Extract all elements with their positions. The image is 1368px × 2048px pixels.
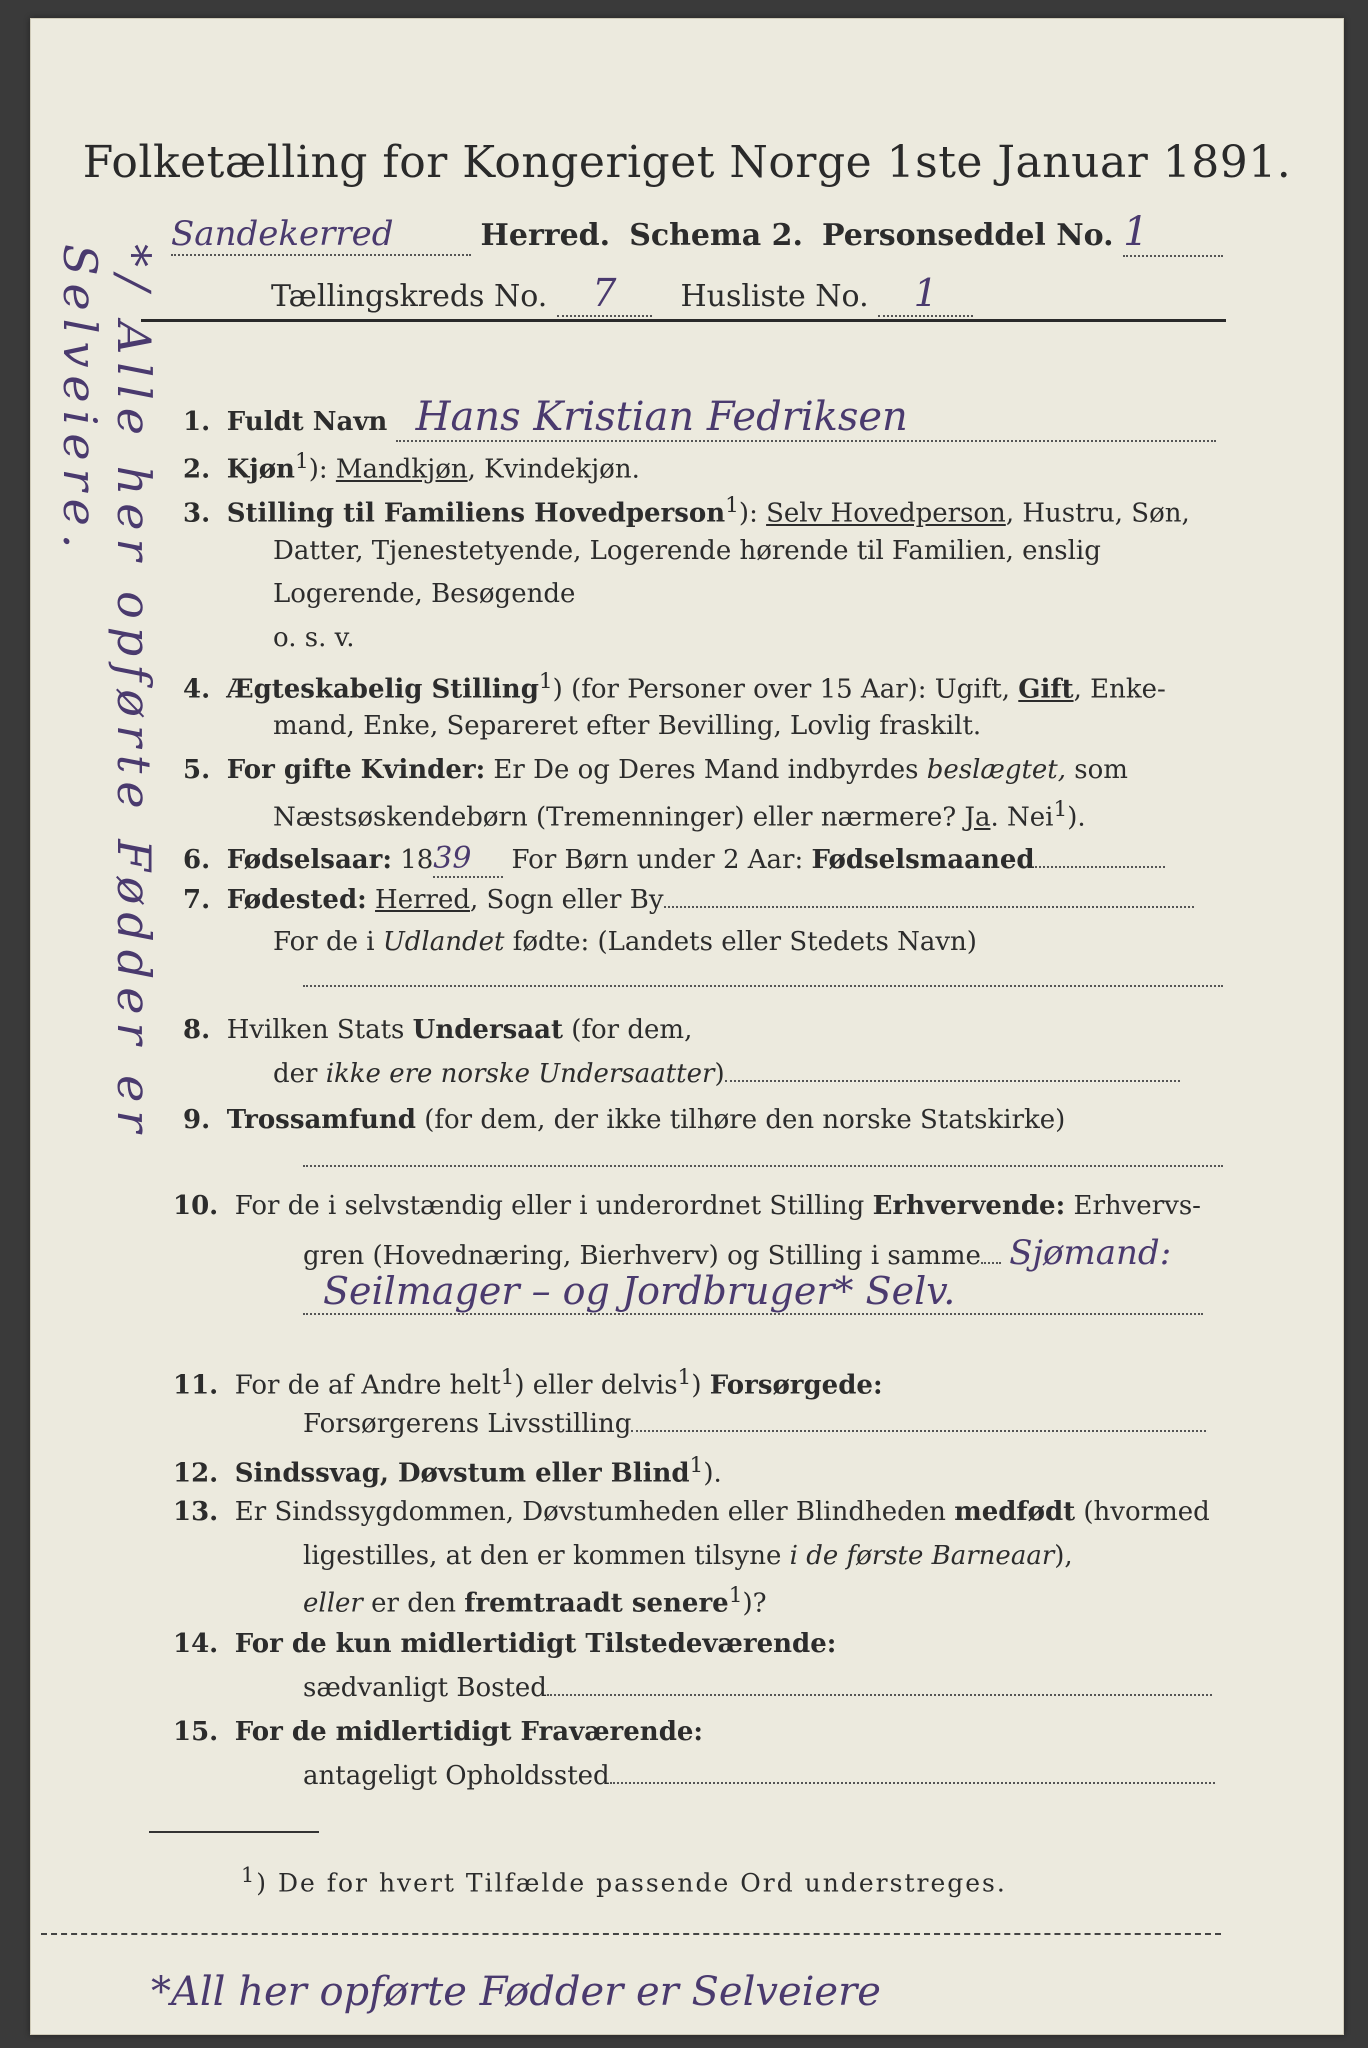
item-13-label: medfødt [954, 1497, 1076, 1527]
item-10-text-b: Erhvervs- [1065, 1191, 1201, 1221]
item-13-line2a: ligestilles, at den er kommen tilsyne [303, 1541, 790, 1571]
item-3-line3: Logerende, Besøgende [273, 579, 576, 609]
personseddel-value: 1 [1123, 209, 1223, 257]
item-10-label: Erhvervende: [872, 1191, 1066, 1221]
bottom-separator [41, 1933, 1221, 1935]
margin-note: */ Alle her opførte Fødder er Selveiere. [53, 244, 161, 1141]
item-3 [183, 493, 1190, 529]
item-15 [173, 1717, 703, 1747]
item-5-text-b: som [1066, 755, 1128, 785]
item-8-label-a: Hvilken Stats [226, 1015, 413, 1045]
item-13-line3 [303, 1583, 767, 1619]
item-6-dots [1035, 866, 1165, 868]
item-11-text-a: For de af Andre helt [234, 1370, 501, 1401]
item-14-dots [547, 1694, 1212, 1696]
item-8-ital: ikke ere norske Undersaatter [325, 1059, 715, 1089]
item-3-text-a: ): [738, 498, 767, 529]
item-1 [183, 394, 1233, 442]
item-11-sup2: 1 [677, 1365, 692, 1390]
item-10-line3 [303, 1269, 1223, 1315]
item-15-num: 15. [173, 1717, 219, 1747]
item-8-line2b: ) [714, 1059, 725, 1089]
item-13-num: 13. [173, 1497, 219, 1527]
item-2-opt-mandkjon: Mandkjøn [335, 454, 468, 485]
schema-label: Schema 2. [629, 218, 803, 253]
item-7-dots [664, 906, 1194, 908]
item-6-prefix: 18 [391, 845, 434, 875]
item-8-label: Undersaat [412, 1015, 563, 1045]
husliste-label: Husliste No. [680, 279, 869, 314]
item-5-ital: beslægtet, [926, 755, 1067, 785]
item-3-line2: Datter, Tjenestetyende, Logerende hørende til Familien, enslig [273, 536, 1101, 566]
item-13-line2b: ), [1054, 1541, 1073, 1571]
item-10-line2: gren (Hovednæring, Bierhverv) og Stilling i samme [303, 1241, 981, 1271]
item-7-line2b: fødte: (Landets eller Stedets Navn) [504, 927, 977, 957]
item-8-dots [725, 1080, 1180, 1082]
item-8-line2a: der [273, 1059, 326, 1089]
herred-line [171, 209, 1223, 257]
item-4 [183, 669, 1166, 705]
item-11-sup: 1 [500, 1365, 515, 1390]
item-11-num: 11. [173, 1370, 219, 1401]
item-11 [173, 1365, 883, 1401]
item-6-text-b: For Børn under 2 Aar: [503, 845, 812, 875]
herred-value: Sandekerred [171, 214, 471, 256]
footnote-rule [149, 1831, 319, 1833]
occupation-value-1: Sjømand: [1009, 1233, 1172, 1273]
item-3-num: 3. [183, 498, 211, 529]
item-6-num: 6. [183, 845, 211, 875]
kreds-value: 7 [557, 271, 652, 317]
item-8-line2 [273, 1059, 1180, 1089]
item-14-line2 [303, 1673, 1212, 1703]
item-5 [183, 755, 1128, 785]
item-1-num: 1. [183, 407, 211, 437]
item-2-sup: 1 [294, 449, 309, 474]
item-11-text-b: ) eller delvis [514, 1370, 678, 1401]
item-13-sup: 1 [728, 1583, 743, 1608]
item-13-ital: i de første Barneaar [789, 1541, 1055, 1571]
item-5-line2c: ). [1067, 802, 1086, 833]
item-5-label: For gifte Kvinder: [226, 755, 486, 785]
item-4-sup: 1 [538, 669, 553, 694]
item-11-line2 [303, 1409, 1206, 1439]
item-10-num: 10. [173, 1191, 219, 1221]
personseddel-label: Personseddel No. [822, 218, 1114, 253]
item-5-opt-ja: Ja [964, 802, 991, 833]
item-15-line2 [303, 1761, 1215, 1791]
item-13-line2 [303, 1541, 1073, 1571]
item-13-text-a: Er Sindssygdommen, Døvstumheden eller Blindheden [234, 1497, 955, 1527]
item-7-line2 [273, 927, 977, 957]
item-13-label2: fremtraadt senere [464, 1588, 729, 1619]
item-2-num: 2. [183, 454, 211, 485]
item-4-num: 4. [183, 674, 211, 705]
item-13-line3c: )? [742, 1588, 767, 1619]
item-8 [183, 1015, 692, 1045]
item-12-sup: 1 [689, 1453, 704, 1478]
item-8-text-b: (for dem, [563, 1015, 693, 1045]
item-5-num: 5. [183, 755, 211, 785]
item-12-label: Sindssvag, Døvstum eller Blind [234, 1458, 690, 1489]
item-10-line2 [303, 1233, 1171, 1273]
item-11-line2: Forsørgerens Livsstilling [303, 1409, 632, 1439]
footnote-text: ) De for hvert Tilfælde passende Ord understreges. [256, 1868, 1007, 1898]
item-11-label: Forsørgede: [709, 1370, 883, 1401]
item-15-dots [610, 1782, 1215, 1784]
item-7-blank-line [303, 985, 1223, 987]
item-8-num: 8. [183, 1015, 211, 1045]
item-3-opt-hovedperson: Selv Hovedperson [766, 498, 1006, 529]
item-14-text-a: For de kun [234, 1629, 401, 1659]
item-13 [173, 1497, 1210, 1527]
item-4-text-b: , Enke- [1073, 674, 1166, 705]
item-6-label2: Fødselsmaaned [811, 845, 1035, 875]
item-10-dots [981, 1262, 1001, 1264]
item-9-num: 9. [183, 1105, 211, 1135]
kreds-label: Tællingskreds No. [271, 279, 548, 314]
item-10 [173, 1191, 1201, 1221]
item-13-text-b: (hvormed [1075, 1497, 1210, 1527]
item-9-blank-line [303, 1165, 1223, 1167]
item-14 [173, 1629, 836, 1659]
item-12-text-b: ). [703, 1458, 722, 1489]
item-15-line2: antageligt Opholdssted [303, 1761, 610, 1791]
item-5-sup: 1 [1053, 797, 1068, 822]
item-9 [183, 1105, 1065, 1135]
item-3-text-b: , Hustru, Søn, [1005, 498, 1190, 529]
item-13-line3a: eller [303, 1588, 363, 1619]
item-5-line2 [273, 797, 1086, 833]
item-12 [173, 1453, 722, 1489]
item-7-num: 7. [183, 885, 211, 915]
item-5-text-a: Er De og Deres Mand indbyrdes [485, 755, 927, 785]
item-12-num: 12. [173, 1458, 219, 1489]
item-14-label: midlertidigt Tilstedeværende: [400, 1629, 837, 1659]
item-15-label: midlertidigt Fraværende: [335, 1717, 704, 1747]
item-4-text-a: ) (for Personer over 15 Aar): Ugift, [552, 674, 1019, 705]
item-7-text-b: , Sogn eller By [469, 885, 664, 915]
census-form [30, 18, 1344, 2035]
item-7 [183, 885, 1194, 915]
herred-label: Herred. [480, 218, 611, 253]
husliste-value: 1 [878, 271, 973, 317]
item-4-opt-gift: Gift [1018, 674, 1074, 705]
item-11-dots [631, 1430, 1206, 1432]
birth-year-value: 39 [433, 841, 503, 878]
item-11-text-c: ) [691, 1370, 710, 1401]
header-rule [141, 319, 1226, 322]
item-7-line2a: For de i [273, 927, 383, 957]
kreds-line [271, 271, 973, 317]
item-3-sup: 1 [725, 493, 739, 518]
form-title: Folketælling for Kongeriget Norge 1ste Januar 1891. [82, 137, 1292, 188]
item-7-label: Fødested: [226, 885, 367, 915]
item-4-label: Ægteskabelig Stilling [226, 674, 539, 705]
item-2 [183, 449, 640, 485]
footnote-sup: 1 [241, 1863, 257, 1887]
item-10-text-a: For de i selvstændig eller i underordnet Stilling [234, 1191, 873, 1221]
item-1-label: Fuldt Navn [226, 407, 388, 437]
item-2-text-a: ): [308, 454, 336, 485]
full-name-value: Hans Kristian Fedriksen [396, 394, 1216, 442]
footnote [241, 1863, 1007, 1897]
item-7-ital: Udlandet [382, 927, 505, 957]
bottom-note: *All her opførte Fødder er Selveiere [151, 1969, 881, 2015]
item-2-text-b: , Kvindekjøn. [467, 454, 640, 485]
item-6-label: Fødselsaar: [226, 845, 392, 875]
item-13-line3b: er den [362, 1588, 465, 1619]
item-5-line2b: . Nei [990, 802, 1054, 833]
item-9-label: Trossamfund [226, 1105, 416, 1135]
item-3-line4: o. s. v. [273, 623, 355, 653]
item-2-label: Kjøn [226, 454, 295, 485]
item-4-line2: mand, Enke, Separeret efter Bevilling, Lovlig fraskilt. [273, 711, 982, 741]
item-9-text-b: (for dem, der ikke tilhøre den norske Statskirke) [416, 1105, 1066, 1135]
item-14-line2: sædvanligt Bosted [303, 1673, 547, 1703]
item-7-opt-herred: Herred [375, 885, 470, 915]
occupation-value-2: Seilmager – og Jordbruger* Selv. [303, 1269, 1203, 1315]
item-3-label: Stilling til Familiens Hovedperson [226, 498, 726, 529]
item-15-text-a: For de [234, 1717, 336, 1747]
item-14-num: 14. [173, 1629, 219, 1659]
item-5-line2a: Næstsøskendebørn (Tremenninger) eller nærmere? [273, 802, 965, 833]
item-6 [183, 841, 1165, 878]
